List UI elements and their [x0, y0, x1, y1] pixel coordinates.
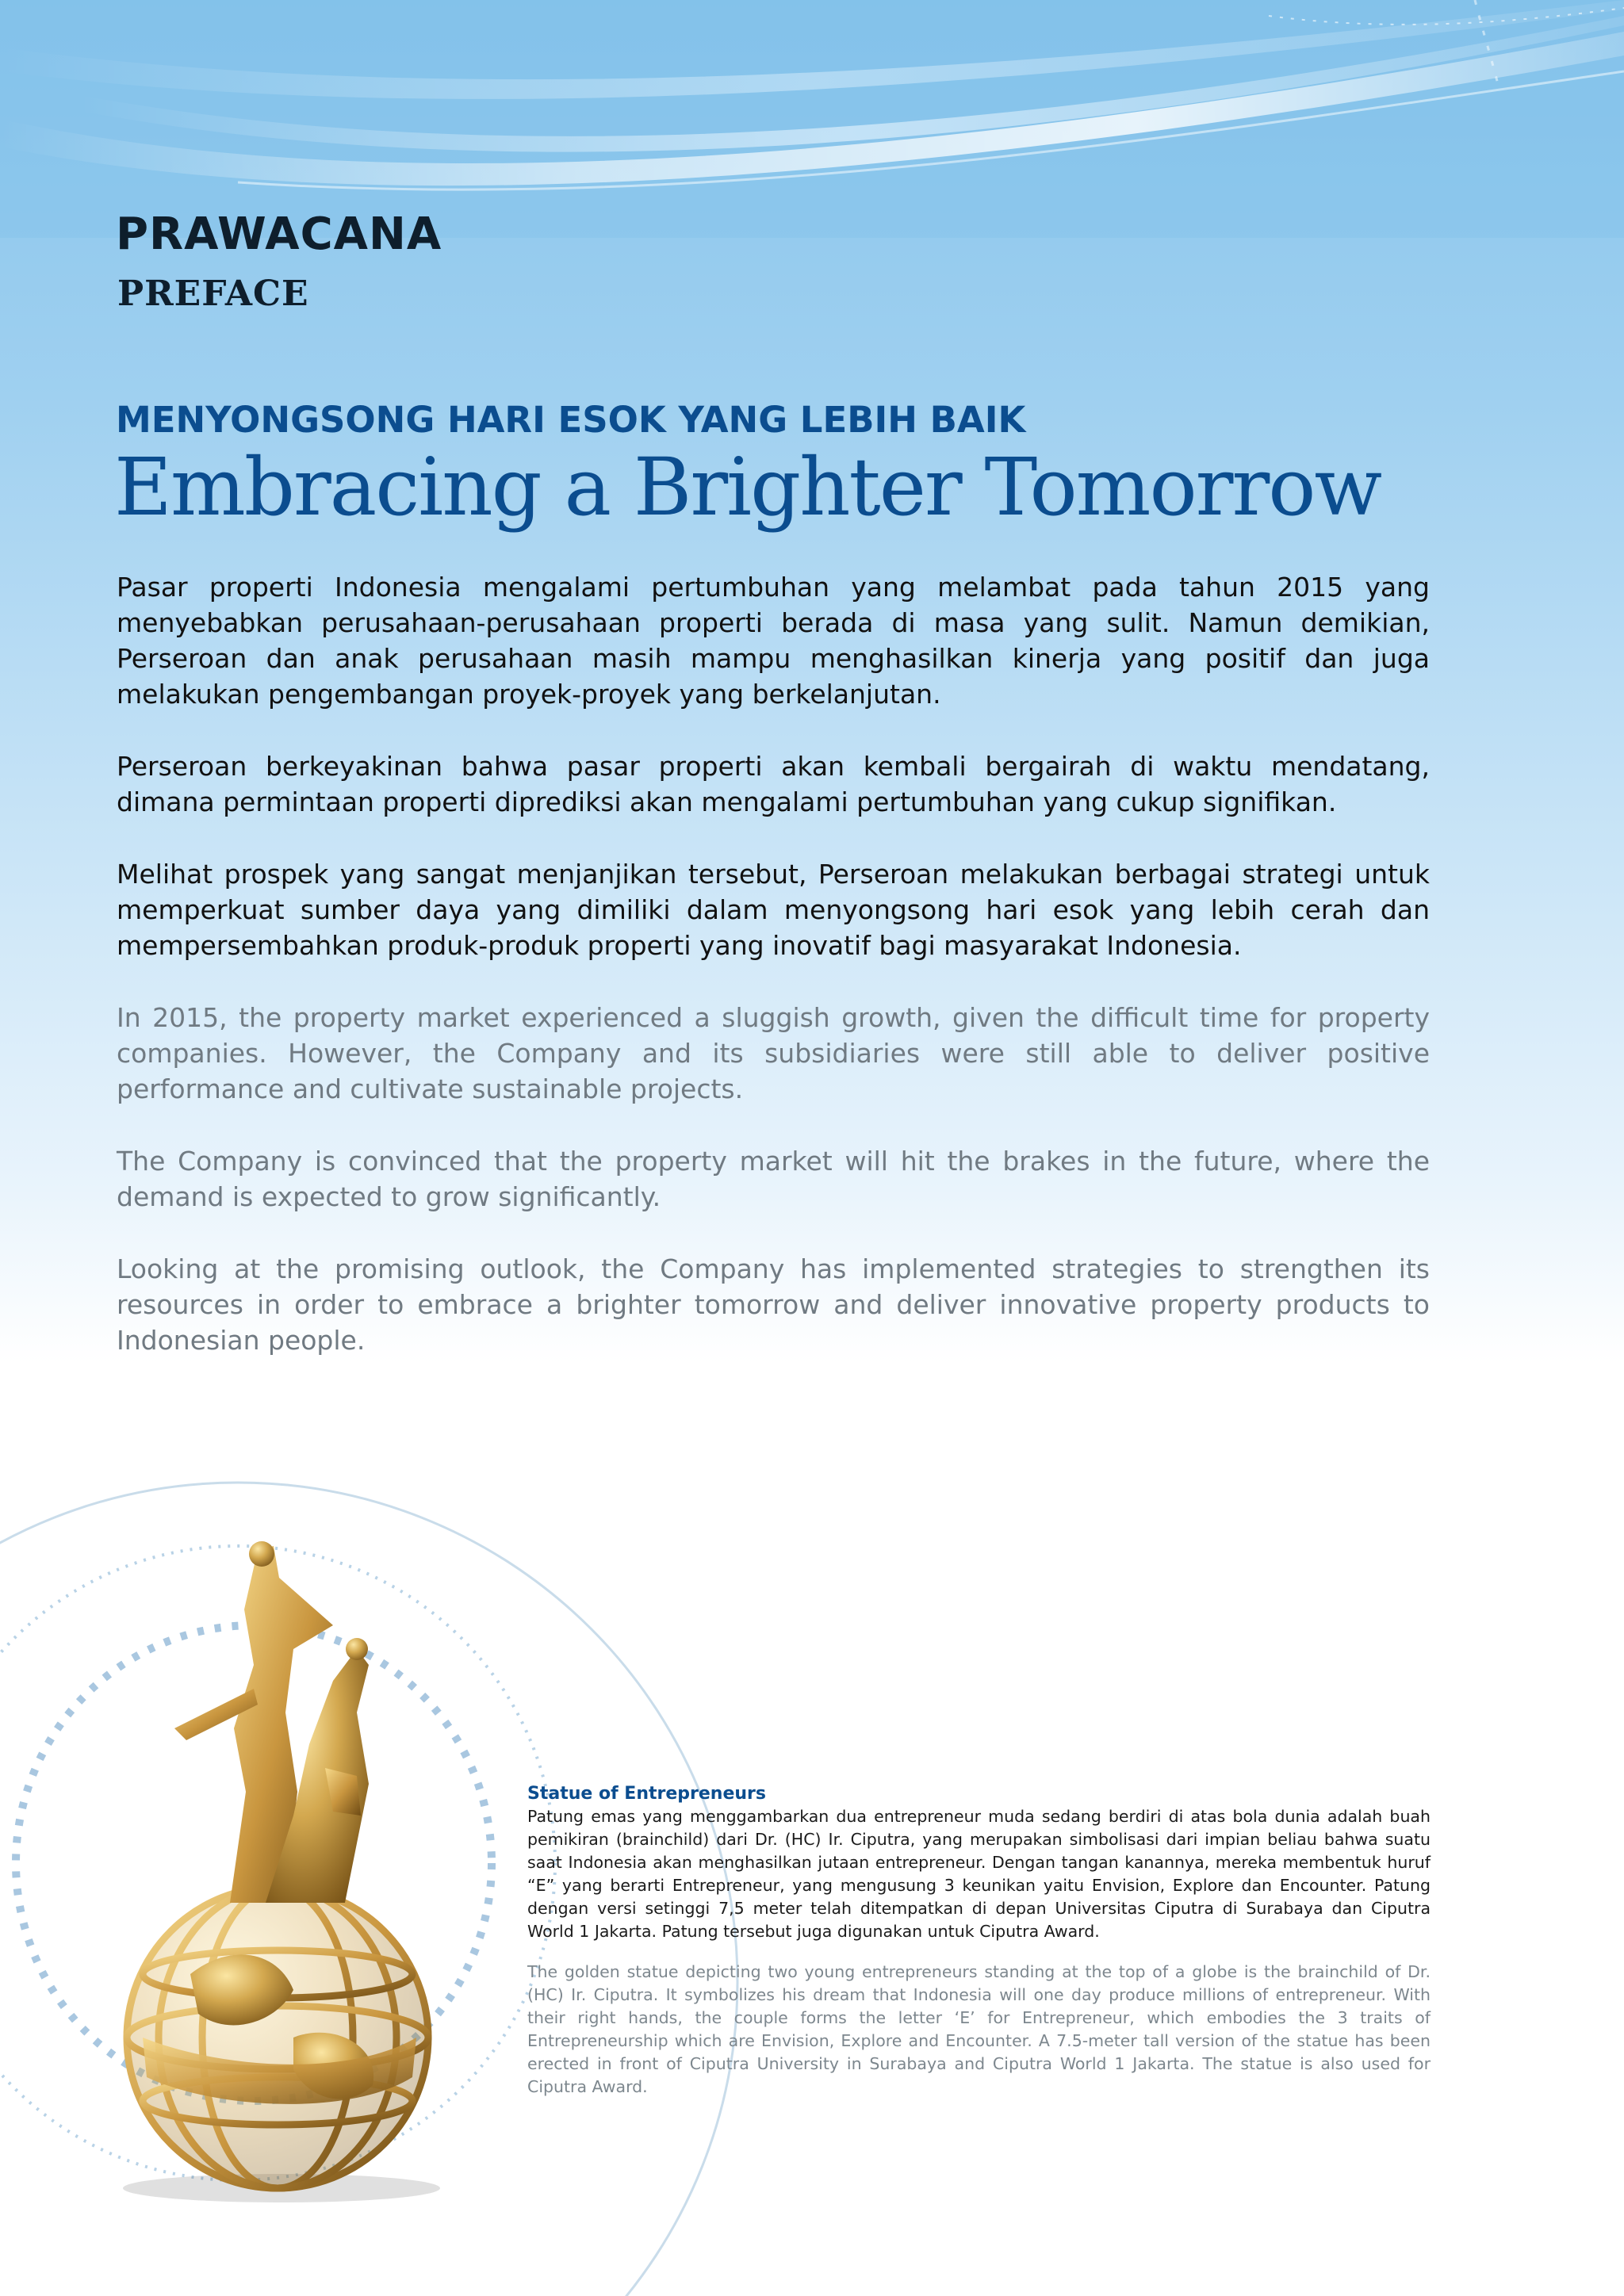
paragraph-id-1: Pasar properti Indonesia mengalami pertumbuhan yang melambat pada tahun 2015 yang menyebabkan perusahaan-perusahaan properti berada di masa yang sulit. Namun demikian, Perseroan dan anak perusahaan masih mampu menghasilkan kinerja yang positif dan juga melakukan pengembangan proyek-proyek yang berkelanjutan.: [117, 572, 1430, 710]
paragraph-en-2: The Company is convinced that the property market will hit the brakes in the future, where the demand is expected to grow significantly.: [117, 1146, 1430, 1212]
headline-id: MENYONGSONG HARI ESOK YANG LEBIH BAIK: [116, 399, 1026, 441]
entrepreneur-statue-image: [95, 1530, 468, 2204]
preface-body: [117, 569, 1430, 1395]
section-title-id: PRAWACANA: [116, 209, 442, 260]
paragraph-en-3: Looking at the promising outlook, the Company has implemented strategies to strengthen its resources in order to embrace a brighter tomorrow and deliver innovative property products to Indonesian people.: [117, 1253, 1430, 1356]
light-swoosh-decoration: [0, 0, 1624, 238]
caption-text-id: Patung emas yang menggambarkan dua entrepreneur muda sedang berdiri di atas bola dunia adalah buah pemikiran (brainchild) dari Dr. (HC) Ir. Ciputra, yang merupakan simbolisasi dari impian beliau bahwa suatu saat Indonesia akan menghasilkan jutaan entrepreneur. Dengan tangan kanannya, mereka membentuk huruf “E” yang berarti Entrepreneur, yang mengusung 3 keunikan yaitu Envision, Explore dan Encounter. Patung dengan versi setinggi 7,5 meter telah ditempatkan di depan Universitas Ciputra di Surabaya dan Ciputra World 1 Jakarta. Patung tersebut juga digunakan untuk Ciputra Award.: [527, 1807, 1431, 1941]
caption-title: Statue of Entrepreneurs: [527, 1784, 766, 1804]
statue-caption: [527, 1782, 1431, 2099]
headline-en: Embracing a Brighter Tomorrow: [114, 441, 1381, 534]
paragraph-id-2: Perseroan berkeyakinan bahwa pasar properti akan kembali bergairah di waktu mendatang, dimana permintaan properti diprediksi akan mengalami pertumbuhan yang cukup signifikan.: [117, 751, 1430, 817]
caption-text-en: The golden statue depicting two young entrepreneurs standing at the top of a globe is the brainchild of Dr. (HC) Ir. Ciputra. It symbolizes his dream that Indonesia will one day produce millions of entrepreneur. With their right hands, the couple forms the letter ‘E’ for Entrepreneur, which embodies the 3 traits of Entrepreneurship which are Envision, Explore and Encounter. A 7.5-meter tall version of the statue has been erected in front of Ciputra University in Surabaya and Ciputra World 1 Jakarta. The statue is also used for Ciputra Award.: [527, 1962, 1431, 2096]
paragraph-id-3: Melihat prospek yang sangat menjanjikan tersebut, Perseroan melakukan berbagai strategi untuk memperkuat sumber daya yang dimiliki dalam menyongsong hari esok yang lebih cerah dan mempersembahkan produk-produk properti yang inovatif bagi masyarakat Indonesia.: [117, 859, 1430, 961]
section-title-en: PREFACE: [117, 274, 309, 314]
paragraph-en-1: In 2015, the property market experienced a sluggish growth, given the difficult time for property companies. However, the Company and its subsidiaries were still able to deliver positive performance and cultivate sustainable projects.: [117, 1002, 1430, 1104]
